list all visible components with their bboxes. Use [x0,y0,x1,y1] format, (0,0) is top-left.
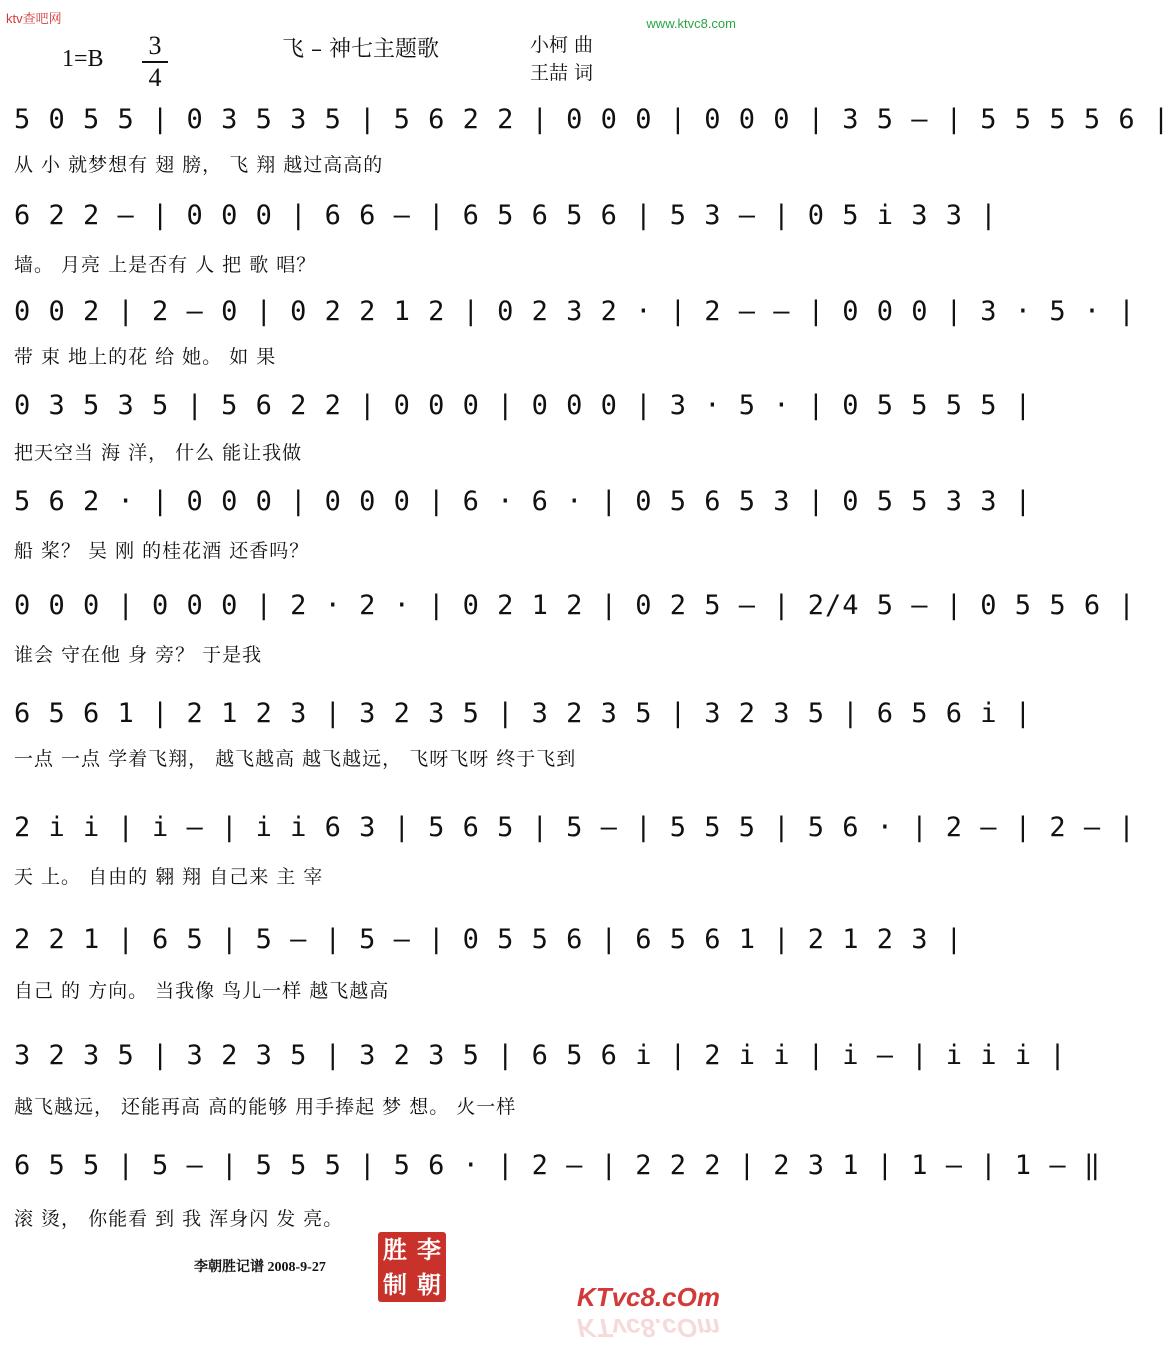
notation-line: 0 0 2 | 2 – 0 | 0 2 2 1 2 | 0 2 3 2 · | 2 – – | 0 0 0 | 3 · 5 · | [14,296,1136,327]
key-signature: 1=B [62,46,104,72]
time-signature [140,32,170,92]
site-logo-reflection: KTvc8.cOm [576,1313,720,1343]
stamp-char: 制 [383,1270,407,1299]
notation-line: 5 0 5 5 | 0 3 5 3 5 | 5 6 2 2 | 0 0 0 | 0 0 0 | 3 5 – | 5 5 5 5 6 | [14,104,1170,135]
lyrics-line: 把天空当 海 洋， 什么 能让我做 [14,442,303,464]
lyrics-line: 墙。 月亮 上是否有 人 把 歌 唱？ [14,254,317,276]
notation-line: 2 i i | i – | i i 6 3 | 5 6 5 | 5 – | 5 5 5 | 5 6 · | 2 – | 2 – | [14,812,1136,843]
site-logo: KTvc8.cOm [576,1282,720,1312]
lyrics-line: 带 束 地上的花 给 她。 如 果 [14,346,277,368]
stamp-char: 李 [417,1235,441,1264]
notation-line: 6 5 5 | 5 – | 5 5 5 | 5 6 · | 2 – | 2 2 2 | 2 3 1 | 1 – | 1 – ‖ [14,1150,1102,1181]
song-title: 飞 – 神七主题歌 [282,37,439,62]
transcriber-credit: 李朝胜记谱 2008-9-27 [194,1260,326,1275]
site-watermark-top-left: ktv查吧网 [6,11,62,26]
lyrics-line: 船 桨？ 吴 刚 的桂花酒 还香吗？ [14,540,310,562]
meter-top: 3 [148,31,162,60]
lyrics-line: 天 上。 自由的 翱 翔 自己来 主 宰 [14,866,324,888]
stamp-char: 朝 [417,1270,441,1299]
notation-line: 5 6 2 · | 0 0 0 | 0 0 0 | 6 · 6 · | 0 5 6 5 3 | 0 5 5 3 3 | [14,486,1033,517]
notation-line: 0 0 0 | 0 0 0 | 2 · 2 · | 0 2 1 2 | 0 2 5 – | 2/4 5 – | 0 5 5 6 | [14,590,1136,621]
meter-bottom: 4 [148,63,162,92]
seal-stamp [378,1232,446,1302]
site-watermark-top-right: www.ktvc8.com [646,16,736,31]
lyrics-line: 越飞越远， 还能再高 高的能够 用手捧起 梦 想。 火一样 [14,1096,517,1118]
composer-credit: 小柯 曲 [530,34,594,56]
notation-line: 6 5 6 1 | 2 1 2 3 | 3 2 3 5 | 3 2 3 5 | 3 2 3 5 | 6 5 6 i | [14,698,1033,729]
lyrics-line: 从 小 就梦想有 翅 膀， 飞 翔 越过高高的 [14,154,384,176]
notation-line: 6 2 2 – | 0 0 0 | 6 6 – | 6 5 6 5 6 | 5 3 – | 0 5 i 3 3 | [14,200,998,231]
notation-line: 0 3 5 3 5 | 5 6 2 2 | 0 0 0 | 0 0 0 | 3 · 5 · | 0 5 5 5 5 | [14,390,1033,421]
lyrics-line: 谁会 守在他 身 旁？ 于是我 [14,644,263,666]
notation-line: 2 2 1 | 6 5 | 5 – | 5 – | 0 5 5 6 | 6 5 6 1 | 2 1 2 3 | [14,924,964,955]
stamp-char: 胜 [383,1235,407,1264]
lyrics-line: 滚 烫， 你能看 到 我 浑身闪 发 亮。 [14,1208,344,1230]
lyricist-credit: 王喆 词 [530,62,594,84]
notation-line: 3 2 3 5 | 3 2 3 5 | 3 2 3 5 | 6 5 6 i | 2 i i | i – | i i i | [14,1040,1067,1071]
lyrics-line: 一点 一点 学着飞翔， 越飞越高 越飞越远， 飞呀飞呀 终于飞到 [14,748,577,770]
lyrics-line: 自己 的 方向。 当我像 鸟儿一样 越飞越高 [14,980,390,1002]
